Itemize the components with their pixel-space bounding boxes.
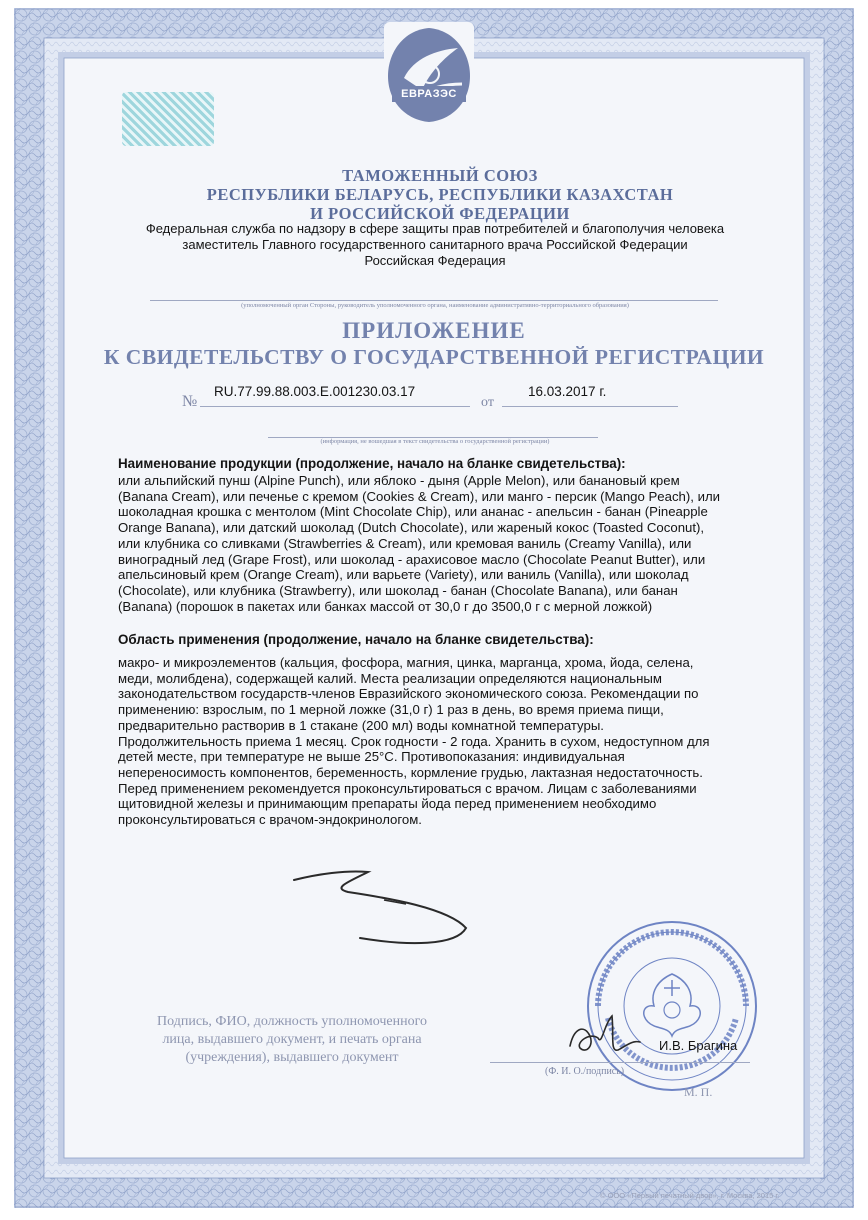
signature-note <box>102 1013 482 1067</box>
text-line: макро- и микроэлементов (кальция, фосфора, магния, цинка, марганца, хрома, йода, селена, <box>118 655 694 670</box>
registration-number: RU.77.99.88.003.E.001230.03.17 <box>214 384 416 399</box>
text-line: щитовидной железы и принимающим препараты йода перед применением необходимо <box>118 796 657 812</box>
application-heading: Область применения (продолжение, начало на бланке свидетельства): <box>118 632 594 647</box>
text-line: детей месте, при температуре не выше 25°С. Противопоказания: индивидуальная <box>118 749 625 765</box>
text-line: (Banana Cream), или печенье с кремом (Cookies & Cream), или манго - персик (Mango Peach), или <box>118 488 721 504</box>
eurasec-emblem-icon <box>374 18 484 130</box>
agency-line: заместитель Главного государственного санитарного врача Российской Федерации <box>182 237 688 252</box>
text-line: непереносимость компонентов, беременность, кормление грудью, лактазная недостаточность. <box>118 764 703 780</box>
divider <box>150 300 718 301</box>
signature-note-line: Подпись, ФИО, должность уполномоченного <box>157 1014 427 1029</box>
number-underline <box>200 406 470 407</box>
fio-label: (Ф. И. О./подпись) <box>545 1066 625 1077</box>
text-line: (Chocolate), или клубника (Strawberry), или шоколад - банан (Chocolate Banana), или банан <box>118 582 678 598</box>
agency-line: Федеральная служба по надзору в сфере защиты прав потребителей и благополучия человека <box>145 221 725 236</box>
signature-note-line: (учреждения), выдавшего документ <box>185 1050 399 1065</box>
text-line: Перед применением рекомендуется проконсультироваться с врачом. Лицам с заболеваниями <box>118 780 697 796</box>
text-line: виноградный лед (Grape Frost), или шоколад - арахисовое масло (Chocolate Peanut Butter), или <box>118 551 706 567</box>
date-underline <box>502 406 678 407</box>
appendix-title: ПРИЛОЖЕНИЕ <box>342 318 526 343</box>
registration-date: 16.03.2017 г. <box>528 384 607 399</box>
union-title-line: ТАМОЖЕННЫЙ СОЮЗ <box>342 166 538 185</box>
text-line: или альпийский пунш (Alpine Punch), или яблоко - дыня (Apple Melon), или банановый крем <box>118 473 680 488</box>
stamp-place-label: М. П. <box>684 1085 713 1099</box>
date-label: от <box>481 395 494 410</box>
signer-name: И.В. Брагина <box>659 1038 738 1053</box>
product-heading: Наименование продукции (продолжение, начало на бланке свидетельства): <box>118 456 626 471</box>
hologram-sticker <box>122 92 214 146</box>
text-line: или клубника со сливками (Strawberries & Cream), или кремовая ваниль (Creamy Vanilla), или <box>118 535 692 551</box>
number-label: № <box>182 393 198 410</box>
text-line: шоколадная крошка с ментолом (Mint Chocolate Chip), или ананас - апельсин - банан (Pineapple <box>118 504 708 520</box>
application-text <box>118 655 768 828</box>
appendix-subtitle: К СВИДЕТЕЛЬСТВУ О ГОСУДАРСТВЕННОЙ РЕГИСТРАЦИИ <box>103 345 765 369</box>
union-title-line: И РОССИЙСКОЙ ФЕДЕРАЦИИ <box>310 204 570 223</box>
union-title-line: РЕСПУБЛИКИ БЕЛАРУСЬ, РЕСПУБЛИКИ КАЗАХСТАН <box>206 185 674 204</box>
text-line: (Banana) (порошок в пакетах или банках массой от 30,0 г до 3500,0 г с мерной ложкой) <box>118 598 653 614</box>
text-line: Продолжительность приема 1 месяц. Срок годности - 2 года. Хранить в сухом, недоступном для <box>118 733 710 749</box>
info-note: (информация, не вошедшая в текст свидетельства о государственной регистрации) <box>320 438 550 445</box>
text-line: Orange Banana), или датский шоколад (Dutch Chocolate), или жареный кокос (Toasted Coconut), <box>118 520 705 536</box>
printer-note: © ООО «Первый печатный двор», г. Москва, 2015 г. <box>600 1191 780 1200</box>
product-text <box>118 473 768 614</box>
union-title <box>120 166 760 223</box>
logo-text: ЕВРАЗЭС <box>401 88 457 100</box>
text-line: проконсультироваться с врачом-эндокринологом. <box>118 812 422 828</box>
handwritten-signature <box>288 862 488 954</box>
signature-note-line: лица, выдавшего документ, и печать органа <box>162 1032 422 1047</box>
text-line: меди, молибдена), содержащей калий. Места реализации определяются национальным <box>118 670 662 686</box>
text-line: применению: взрослым, по 1 мерной ложке (31,0 г) 1 раз в день, во время приема пищи, <box>118 702 664 718</box>
issuing-agency <box>80 221 790 269</box>
authority-note: (уполномоченный орган Стороны, руководитель уполномоченного органа, наименование административно-территориального образования) <box>241 302 629 309</box>
signer-signature <box>564 1006 644 1064</box>
text-line: предварительно растворив в 1 стакане (200 мл) воды комнатной температуры. <box>118 717 604 733</box>
text-line: апельсиновый крем (Orange Cream), или варьете (Variety), или ваниль (Vanilla), или шоколад <box>118 567 689 583</box>
signature-underline <box>490 1062 750 1063</box>
agency-line: Российская Федерация <box>364 253 506 268</box>
text-line: законодательством государств-членов Евразийского экономического союза. Рекомендации по <box>118 686 699 702</box>
